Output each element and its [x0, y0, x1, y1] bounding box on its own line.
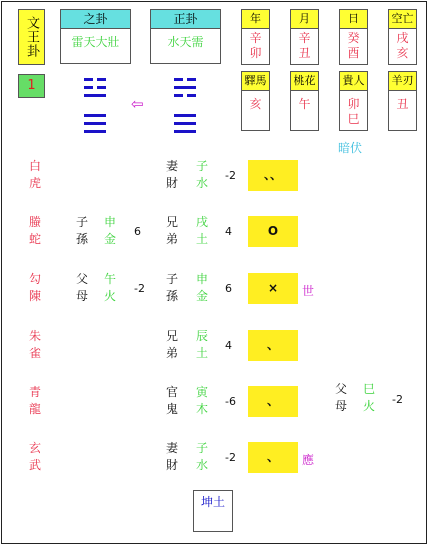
pillar-3 [388, 9, 417, 65]
star-label: 桃花 [291, 72, 318, 91]
changed-relation: 父母 [75, 272, 88, 303]
six-god: 青龍 [28, 385, 41, 416]
line-relation: 兄弟 [165, 329, 178, 360]
hidden-element: 巳火 [362, 382, 375, 413]
line-number: 6 [225, 282, 232, 295]
pillar-label: 月 [291, 10, 318, 29]
zhi-gua-hexagram-icon [84, 78, 106, 136]
line-row [0, 158, 431, 198]
star-label: 貴人 [340, 72, 367, 91]
zhi-gua-label: 之卦 [61, 10, 130, 29]
zheng-gua-hexagram-icon [174, 78, 196, 136]
pillar-2 [339, 9, 368, 65]
hidden-relation: 父母 [334, 382, 347, 413]
line-relation: 兄弟 [165, 215, 178, 246]
line-number: -6 [225, 395, 236, 408]
line-element: 子水 [195, 159, 208, 190]
line-number: 4 [225, 225, 232, 238]
line-row [0, 328, 431, 368]
star-value: 亥 [249, 97, 262, 111]
line-row [0, 440, 431, 480]
an-fu-label: 暗伏 [338, 141, 363, 155]
line-row [0, 271, 431, 311]
line-mark-button[interactable]: × [248, 273, 298, 304]
zheng-gua-panel [150, 9, 221, 64]
star-2 [339, 71, 368, 131]
hidden-number: -2 [392, 393, 403, 406]
line-element: 子水 [195, 441, 208, 472]
shi-ying-label: 應 [302, 453, 315, 467]
line-mark-button[interactable]: 、 [248, 442, 298, 473]
line-relation: 官鬼 [165, 385, 178, 416]
zhi-gua-name: 雷天大壯 [71, 35, 120, 49]
changed-element: 申金 [103, 215, 116, 246]
six-god: 白虎 [28, 159, 41, 190]
pillar-value: 癸酉 [347, 31, 360, 60]
pillar-label: 年 [242, 10, 269, 29]
six-god: 朱雀 [28, 329, 41, 360]
line-element: 寅木 [195, 385, 208, 416]
changed-number: 6 [134, 225, 141, 238]
changed-number: -2 [134, 282, 145, 295]
line-number: -2 [225, 169, 236, 182]
line-number: 4 [225, 339, 232, 352]
line-mark-button[interactable]: O [248, 216, 298, 247]
star-1 [290, 71, 319, 131]
wenwang-gua-label: 文王卦 [18, 9, 45, 65]
line-relation: 妻財 [165, 441, 178, 472]
pillar-value: 辛丑 [298, 31, 311, 60]
line-relation: 妻財 [165, 159, 178, 190]
six-god: 螣蛇 [28, 215, 41, 246]
six-god: 玄武 [28, 441, 41, 472]
line-mark-button[interactable]: 、 [248, 330, 298, 361]
changed-relation: 子孫 [75, 215, 88, 246]
pillar-label: 空亡 [389, 10, 416, 29]
star-3 [388, 71, 417, 131]
star-value: 午 [298, 97, 311, 111]
star-0 [241, 71, 270, 131]
line-element: 戌土 [195, 215, 208, 246]
pillar-value: 戌亥 [396, 31, 409, 60]
gua-index-badge[interactable]: 1 [18, 74, 45, 98]
pillar-label: 日 [340, 10, 367, 29]
line-mark-button[interactable]: 、 [248, 386, 298, 417]
star-value: 卯巳 [347, 97, 360, 126]
pillar-value: 辛卯 [249, 31, 262, 60]
star-label: 驛馬 [242, 72, 269, 91]
zheng-gua-label: 正卦 [151, 10, 220, 29]
zhi-gua-panel [60, 9, 131, 64]
zheng-gua-name: 水天需 [167, 35, 204, 49]
pillar-0 [241, 9, 270, 65]
star-label: 羊刃 [389, 72, 416, 91]
palace-box: 坤土 [193, 490, 233, 532]
line-mark-button[interactable]: 、、 [248, 160, 298, 191]
line-number: -2 [225, 451, 236, 464]
line-row [0, 214, 431, 254]
line-element: 申金 [195, 272, 208, 303]
star-value: 丑 [396, 97, 409, 111]
shi-ying-label: 世 [302, 284, 315, 298]
pillar-1 [290, 9, 319, 65]
line-element: 辰土 [195, 329, 208, 360]
change-arrow-icon: ⇦ [131, 95, 144, 113]
six-god: 勾陳 [28, 272, 41, 303]
line-relation: 子孫 [165, 272, 178, 303]
changed-element: 午火 [103, 272, 116, 303]
